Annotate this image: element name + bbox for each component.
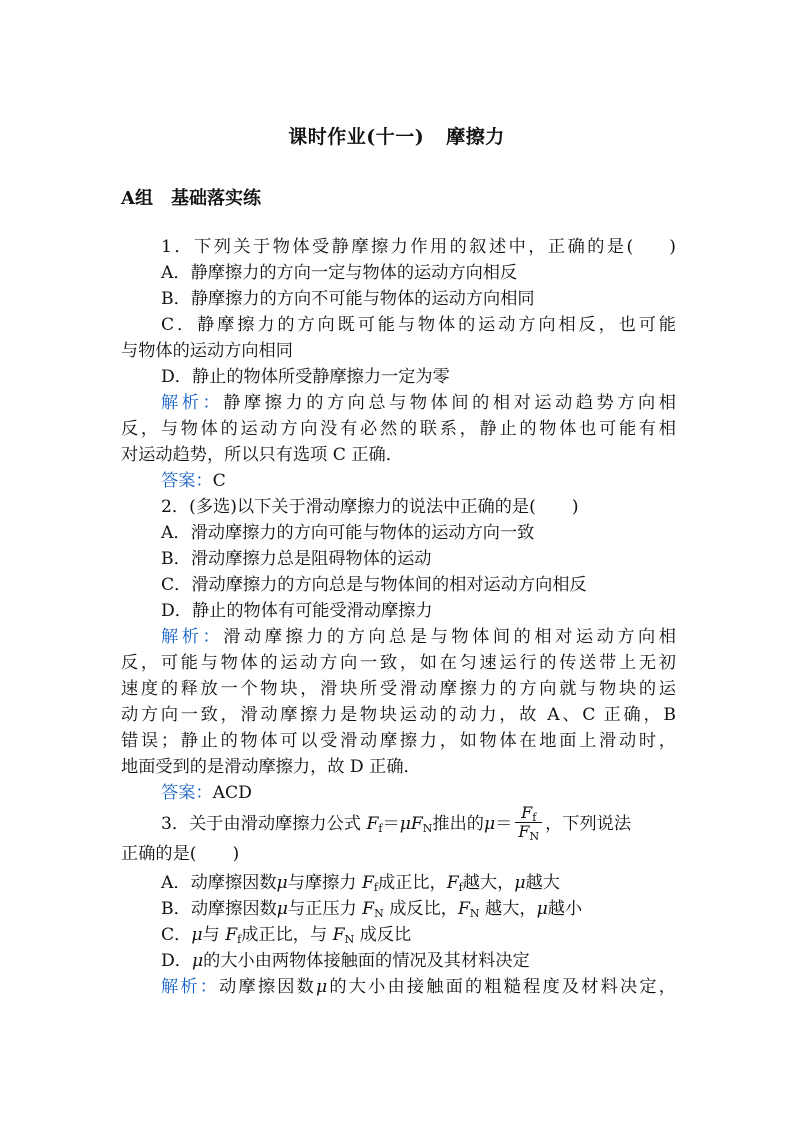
answer-label: 答案： [161, 471, 213, 491]
analysis-label: 解析： [161, 977, 220, 997]
exercise-content [121, 234, 676, 1000]
q2-analysis-line: 速度的释放一个物块，滑块所受滑动摩擦力的方向就与物块的运 [121, 679, 676, 699]
group-name: 基础落实练 [170, 188, 261, 209]
mu-fraction: $\frac{F_f}{F_N}$ [515, 804, 542, 841]
q2-option-d: D．静止的物体有可能受滑动摩擦力 [161, 601, 433, 621]
section-heading [121, 184, 261, 210]
analysis-label: 解析： [161, 627, 224, 647]
q1-answer [121, 468, 676, 494]
q2-answer [121, 780, 676, 806]
q1-stem: 1．下列关于物体受静摩擦力作用的叙述中，正确的是( ) [161, 237, 676, 257]
q1-option-c: C．静摩擦力的方向既可能与物体的运动方向相反，也可能 [161, 315, 676, 335]
q2-stem: 2．(多选)以下关于滑动摩擦力的说法中正确的是( ) [161, 497, 579, 517]
q1-analysis: 解析：静摩擦力的方向总与物体间的相对运动趋势方向相 [161, 393, 676, 413]
q2-option-c: C．滑动摩擦力的方向总是与物体间的相对运动方向相反 [161, 575, 587, 595]
analysis-label: 解析： [161, 393, 224, 413]
q3-analysis: 解析：动摩擦因数μ的大小由接触面的粗糙程度及材料决定， [161, 977, 676, 997]
q1-option-c-cont: 与物体的运动方向相同 [121, 341, 293, 361]
q1-option-b: B．静摩擦力的方向不可能与物体的运动方向相同 [161, 289, 535, 309]
q2-option-a: A．滑动摩擦力的方向可能与物体的运动方向一致 [161, 523, 535, 543]
answer-value: ACD [212, 783, 252, 803]
q2-analysis-line: 动方向一致，滑动摩擦力是物块运动的动力，故 A、C 正确，B [121, 705, 676, 725]
q3-stem-cont: 正确的是( ) [121, 844, 240, 864]
q1-option-a: A．静摩擦力的方向一定与物体的运动方向相反 [161, 263, 518, 283]
q1-option-d: D．静止的物体所受静摩擦力一定为零 [161, 367, 450, 387]
q1-analysis-line: 反，与物体的运动方向没有必然的联系，静止的物体也可能有相 [121, 419, 676, 439]
q2-analysis-line: 地面受到的是滑动摩擦力，故 D 正确． [121, 757, 421, 777]
q3-option-c: C．μ与 $F_f$成正比，与 $F_N$ 成反比 [161, 925, 412, 946]
q2-option-b: B．滑动摩擦力总是阻碍物体的运动 [161, 549, 432, 569]
q3-option-d: D．μ的大小由两物体接触面的情况及其材料决定 [161, 951, 530, 971]
title-main: 课时作业(十一) [288, 126, 425, 148]
q2-analysis-line: 错误；静止的物体可以受滑动摩擦力，如物体在地面上滑动时， [121, 731, 676, 751]
q1-analysis-line: 对运动趋势，所以只有选项 C 正确． [121, 445, 403, 465]
q2-analysis: 解析：滑动摩擦力的方向总是与物体间的相对运动方向相 [161, 627, 676, 647]
group-label: A组 [121, 188, 153, 209]
page-title [0, 122, 793, 149]
q3-option-b: B．动摩擦因数μ与正压力 $F_N$ 成反比，$F_N$ 越大，μ越小 [161, 899, 583, 920]
q3-option-a: A．动摩擦因数μ与摩擦力 $F_f$成正比，$F_f$越大，μ越大 [161, 873, 560, 894]
answer-label: 答案： [161, 783, 213, 803]
answer-value: C [212, 471, 226, 491]
q2-analysis-line: 反，可能与物体的运动方向一致，如在匀速运行的传送带上无初 [121, 653, 676, 673]
title-sub: 摩擦力 [446, 126, 505, 148]
q3-stem: 3．关于由滑动摩擦力公式 $F_f=\mu F_N$推出的μ＝ $\frac{F_f}{F_N}$ ，下列说法 [161, 803, 632, 843]
